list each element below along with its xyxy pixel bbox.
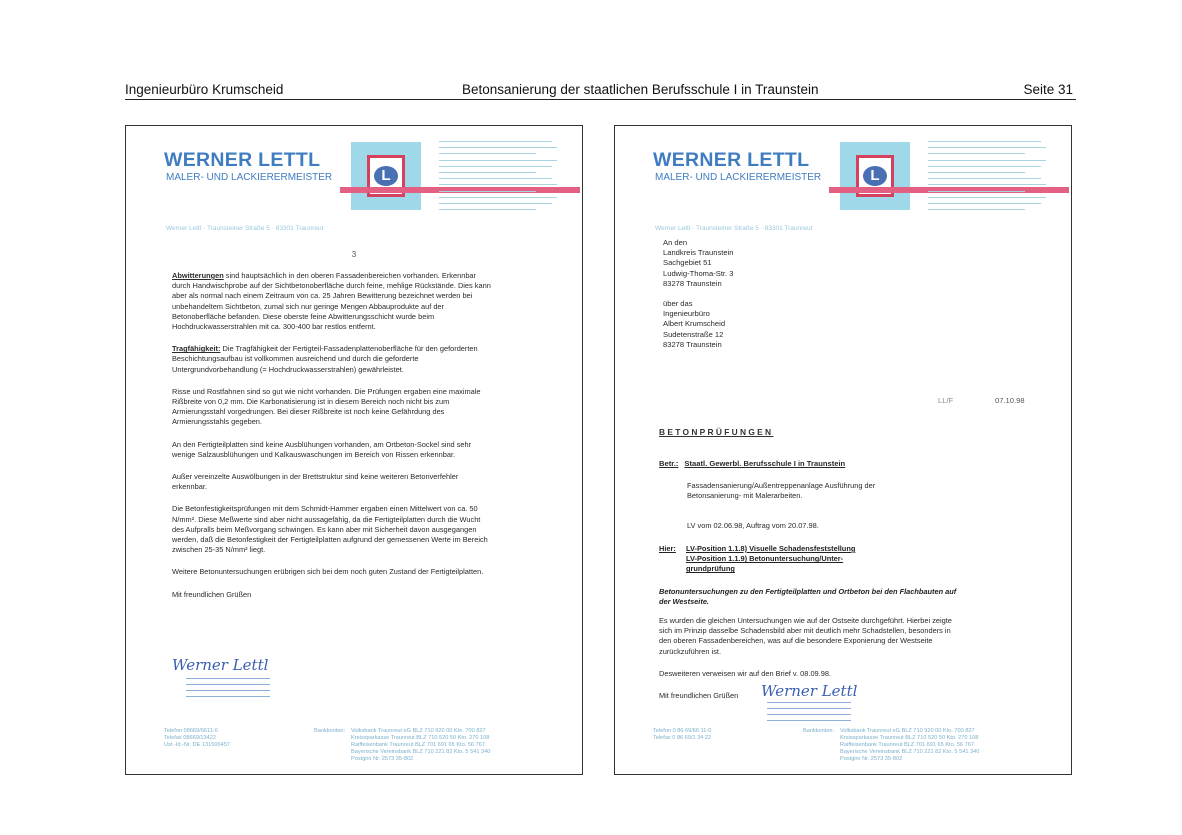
footer-bank-accounts bbox=[840, 728, 979, 763]
paragraph-text: An den Fertigteilplatten sind keine Ausblühungen vorhanden, am Ortbeton-Sockel sind sehr wenige Salzausblühungen und Kalkauswaschungen im Bereich von Rissen erkennbar. bbox=[172, 439, 472, 459]
section-heading: Betonuntersuchungen zu den Fertigteilplatten und Ortbeton bei den Flachbauten auf der Westseite. bbox=[659, 587, 957, 607]
letterhead-logo-box bbox=[840, 142, 910, 210]
footer-line: Ust.-Id.-Nr. DE 131500457 bbox=[164, 742, 230, 748]
footer-line: Kreissparkasse Traunreut BLZ 710 520 50 Kto. 270 108 bbox=[351, 735, 490, 741]
header-page-number: Seite 31 bbox=[1023, 82, 1073, 97]
via-line: 83278 Traunstein bbox=[663, 339, 722, 349]
footer-line: Kreissparkasse Traunreut BLZ 710 520 50 Kto. 270 108 bbox=[840, 735, 979, 741]
footer-line: Bayerische Vereinsbank BLZ 710 221 82 Kto. 5 541 340 bbox=[351, 749, 491, 755]
company-subtitle: MALER- UND LACKIERERMEISTER bbox=[655, 172, 822, 183]
recipient-line: Ludwig-Thoma-Str. 3 bbox=[663, 268, 734, 278]
footer-line: Telefax 08669/13422 bbox=[164, 735, 216, 741]
footer-bank-label: Bankkonten: bbox=[314, 728, 346, 734]
letter-page-2: L WERNER LETTL MALER- UND LACKIERERMEISTER Werner Lettl · Traunsteiner Straße 5 · 83301 Traunreut An den Landkreis Traunstein Sachgebiet 51 Ludwig-Thoma-Str. 3 83278 Traunstein über das Ingenieurbüro Albert Krumscheid Sudetenstraße 12 83278 Traunstein LL/F 07.10.98 BETONPRÜFUNGEN Betr.: Staatl. Gewerbl. Berufsschule I in Traunstein Fassadensanierung/Außentreppenanlage Ausführung der Betonsanierung- mit Malerarbeiten. LV vom 02.06.98, Auftrag vom 20.07.98. Hier: LV-Position 1.1.8) Visuelle Schadensfeststellung LV-Position 1.1.9) Betonuntersuchung/Unter- grundprüfung Betonuntersuchungen zu den Fertigteilplatten und Ortbeton bei den Flachbauten auf der Westseite. Es wurden die gleichen Untersuchungen wie auf der Ostseite durchgeführt. Hierbei zeigte sich im Prinzip dasselbe Schadensbild aber mit deutlich mehr Schadstellen, besonders in den oberen Fassadenbereichen, was auf die besondere Exponierung der Westseite zurückzuführen ist. Desweiteren verweisen wir auf den Brief v. 08.09.98. Mit freundlichen Grüßen Werner Lettl Telefon 0 86 69/66 11-0 Telefax 0 86 69/1 34 22 Bankkonten: Volksbank Traunreut eG BLZ 710 920 00 Kto. 700 827 Kreissparkasse Traunreut BLZ 710 520 50 Kto. 270 108 Raiffeisenbank Traunreut BLZ 701 691 65 Kto. 56 767 Bayerische Vereinsbank BLZ 710 221 82 Kto. 5 541 340 Postgiro Nr. 2573 35-802 bbox=[614, 125, 1072, 775]
header-title: Betonsanierung der staatlichen Berufsschule I in Traunstein bbox=[462, 82, 819, 97]
company-stamp bbox=[186, 678, 270, 708]
recipient-address bbox=[663, 238, 734, 350]
letter-page-1 bbox=[125, 125, 583, 775]
paragraph bbox=[172, 504, 492, 555]
paragraph: Desweiteren verweisen wir auf den Brief v. 08.09.98. bbox=[659, 668, 831, 678]
letterhead-logo-box bbox=[351, 142, 421, 210]
lettl-logo-icon: L bbox=[367, 155, 405, 197]
via-line: Sudetenstraße 12 bbox=[663, 329, 724, 339]
recipient-line: Landkreis Traunstein bbox=[663, 248, 734, 258]
subject-line: Betr.: Staatl. Gewerbl. Berufsschule I in Traunstein bbox=[659, 459, 846, 468]
lettl-logo-icon: L bbox=[856, 155, 894, 197]
lv-position-line: LV-Position 1.1.8) Visuelle Schadensfeststellung bbox=[686, 544, 856, 553]
paragraph-lead: Abwitterungen bbox=[172, 271, 224, 280]
footer-line: Volksbank Traunreut eG BLZ 710 920 00 Kto. 700 827 bbox=[840, 728, 975, 734]
company-name: WERNER LETTL bbox=[653, 149, 810, 171]
services-list bbox=[439, 141, 557, 215]
subject-description: Fassadensanierung/Außentreppenanlage Ausführung der Betonsanierung- mit Malerarbeiten. bbox=[687, 481, 876, 501]
paragraph-text: Die Tragfähigkeit der Fertigteil-Fassadenplattenoberfläche für den geforderten Beschichtungsaufbau ist vollkommen ausreichend und durch die geforderte Untergrundvorbehandlung (= Hochdruckwasserstrahlen) gewährleistet. bbox=[172, 344, 478, 374]
letter-body bbox=[172, 271, 492, 612]
paragraph: Es wurden die gleichen Untersuchungen wie auf der Ostseite durchgeführt. Hierbei zeigte sich im Prinzip dasselbe Schadensbild aber mit deutlich mehr Schadstellen, besonders in den oberen Fassadenbereichen, was auf die besondere Exponierung der Westseite zurückzuführen ist. bbox=[659, 616, 952, 656]
footer-line: Volksbank Traunreut eG BLZ 710 920 00 Kto. 700 827 bbox=[351, 728, 486, 734]
letter-date: 07.10.98 bbox=[995, 396, 1025, 405]
paragraph-text: Mit freundlichen Grüßen bbox=[172, 589, 252, 599]
recipient-line: An den bbox=[663, 238, 688, 247]
paragraph bbox=[172, 344, 492, 375]
lv-line: LV vom 02.06.98, Auftrag vom 20.07.98. bbox=[687, 521, 819, 530]
sender-line: Werner Lettl · Traunsteiner Straße 5 · 83301 Traunreut bbox=[655, 225, 813, 232]
footer-line: Telefon 08669/6611-0 bbox=[164, 728, 218, 734]
paragraph bbox=[172, 387, 492, 428]
footer-line: Raiffeisenbank Traunreut BLZ 701 691 65 Kto. 56 767 bbox=[840, 742, 974, 748]
paragraph: Mit freundlichen Grüßen bbox=[659, 691, 739, 701]
footer-line: Bayerische Vereinsbank BLZ 710 221 82 Kto. 5 541 340 bbox=[840, 749, 980, 755]
footer-line: Postgiro Nr. 2573 35-802 bbox=[840, 756, 903, 762]
paragraph bbox=[172, 440, 492, 460]
recipient-line: 83278 Traunstein bbox=[663, 278, 722, 288]
paragraph bbox=[172, 271, 492, 332]
via-line: über das bbox=[663, 299, 693, 309]
signature: Werner Lettl bbox=[172, 656, 269, 674]
services-list bbox=[928, 141, 1046, 215]
company-subtitle: MALER- UND LACKIERERMEISTER bbox=[166, 172, 333, 183]
footer-bank-accounts bbox=[351, 728, 490, 763]
footer-bank-label: Bankkonten: bbox=[803, 728, 835, 734]
letter-heading: BETONPRÜFUNGEN bbox=[659, 427, 774, 437]
page-header bbox=[125, 80, 1076, 100]
via-line: Ingenieurbüro bbox=[663, 309, 710, 319]
recipient-line: Sachgebiet 51 bbox=[663, 258, 712, 268]
footer-line: Telefax 0 86 69/1 34 22 bbox=[653, 735, 712, 741]
paragraph-text: sind hauptsächlich in den oberen Fassadenbereichen vorhanden. Erkennbar durch Handwischprobe auf der Sichtbetonoberfläche durch feine, mehlige Rückstände. Dies kann aber als normal nach einem Zeitraum von ca. 25 Jahren Bewitterung bezeichnet werden bei unbehandeltem Sichtbeton, zumal sich nur geringe Mengen Abbauprodukte auf der Betonoberfläche befanden. Diese oberste feine Abwitterungsschicht wurde beim Hochdruckwasserstrahlen mit ca. 300-400 bar restlos entfernt. bbox=[172, 271, 491, 332]
paragraph-text: Außer vereinzelte Auswölbungen in der Brettstruktur sind keine weiteren Betonverfehler erkennbar. bbox=[172, 472, 459, 492]
footer-line: Postgiro Nr. 2573 35-802 bbox=[351, 756, 414, 762]
paragraph-lead: Tragfähigkeit: bbox=[172, 344, 221, 354]
footer-contact bbox=[653, 728, 711, 742]
paragraph-text: Risse und Rostfahnen sind so gut wie nicht vorhanden. Die Prüfungen ergaben eine maximale Rißbreite von 0,2 mm. Die Karbonatisierung ist in diesem Bereich noch nicht bis zum Armierungsstahl vorgedrungen. Bei dieser Rißbreite ist noch keine Gefährdung des Armierungsstahls gegeben. bbox=[172, 386, 481, 427]
signature: Werner Lettl bbox=[761, 682, 858, 700]
footer-line: Telefon 0 86 69/66 11-0 bbox=[653, 728, 712, 734]
company-name: WERNER LETTL bbox=[164, 149, 321, 171]
paragraph-text: Weitere Betonuntersuchungen erübrigen sich bei dem noch guten Zustand der Fertigteilplatten. bbox=[172, 567, 484, 577]
footer-contact bbox=[164, 728, 230, 749]
via-line: Albert Krumscheid bbox=[663, 319, 726, 329]
paragraph bbox=[172, 567, 492, 577]
paragraph bbox=[172, 590, 492, 600]
header-left: Ingenieurbüro Krumscheid bbox=[125, 82, 284, 97]
letter-page-number: 3 bbox=[351, 250, 357, 259]
lv-position-line: grundprüfung bbox=[686, 564, 735, 574]
footer-line: Raiffeisenbank Traunreut BLZ 701 691 65 Kto. 56 767 bbox=[351, 742, 485, 748]
lv-position-line: LV-Position 1.1.9) Betonuntersuchung/Unter- bbox=[686, 554, 844, 564]
reference-code: LL/F bbox=[938, 396, 954, 405]
paragraph bbox=[172, 472, 492, 492]
sender-line: Werner Lettl · Traunsteiner Straße 5 · 83301 Traunreut bbox=[166, 225, 324, 232]
paragraph-text: Die Betonfestigkeitsprüfungen mit dem Schmidt-Hammer ergaben einen Mittelwert von ca. 50 N/mm². Diese Meßwerte sind aber nicht aussagefähig, da die Fertigteilplatten durch die Wucht des Aufpralls beim Meßvorgang schwingen. Es kann aber mit Sicherheit davon ausgegangen werden, daß die Betonfestigkeit der Fertigteilplatten aufgrund der gemessenen Werte im Bereich zwischen 25-35 N/mm² liegt. bbox=[172, 504, 488, 555]
